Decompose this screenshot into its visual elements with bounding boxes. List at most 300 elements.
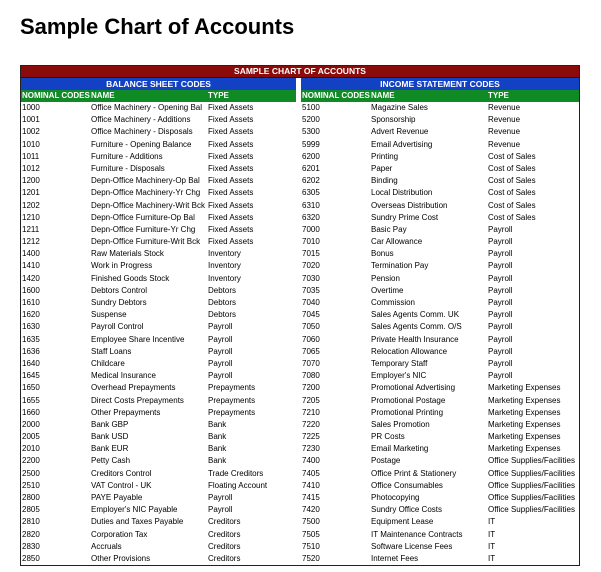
account-type-cell: Fixed Assets <box>208 237 254 247</box>
table-row <box>21 151 296 163</box>
account-type-cell: IT <box>488 541 496 551</box>
account-name-cell: Duties and Taxes Payable <box>91 517 184 527</box>
account-type-cell: Payroll <box>208 334 233 344</box>
account-type-cell: Fixed Assets <box>208 151 254 161</box>
account-name-cell: Corporation Tax <box>91 529 148 539</box>
account-name-cell: Termination Pay <box>371 261 429 271</box>
column-header-name: NAME <box>371 91 395 100</box>
account-name-cell: Employer's NIC Payable <box>91 505 178 515</box>
nominal-code-cell: 1635 <box>22 334 40 344</box>
account-name-cell: Depn-Office Machinery-Yr Chg <box>91 188 201 198</box>
sample-chart-banner: SAMPLE CHART OF ACCOUNTS <box>21 66 579 78</box>
account-type-cell: Revenue <box>488 103 521 112</box>
account-type-cell: Fixed Assets <box>208 163 254 173</box>
table-row <box>301 504 579 516</box>
nominal-code-cell: 7020 <box>302 261 320 271</box>
account-name-cell: Temporary Staff <box>371 358 428 368</box>
table-row <box>301 175 579 187</box>
account-name-cell: Promotional Advertising <box>371 383 456 393</box>
table-row <box>21 541 296 553</box>
table-row <box>301 248 579 260</box>
account-type-cell: IT <box>488 529 496 539</box>
nominal-code-cell: 7500 <box>302 517 320 527</box>
account-type-cell: Cost of Sales <box>488 200 536 210</box>
account-type-cell: Trade Creditors <box>208 468 264 478</box>
account-name-cell: Depn-Office Machinery-Op Bal <box>91 176 200 186</box>
nominal-code-cell: 2800 <box>22 493 40 502</box>
nominal-code-cell: 2510 <box>22 480 40 490</box>
table-row <box>301 212 579 224</box>
income-statement-title: INCOME STATEMENT CODES <box>301 78 579 90</box>
table-row <box>21 175 296 187</box>
table-row <box>21 370 296 382</box>
table-row <box>301 541 579 553</box>
account-type-cell: Payroll <box>208 371 233 381</box>
account-name-cell: Sales Promotion <box>371 419 430 429</box>
nominal-code-cell: 1000 <box>22 103 40 112</box>
account-name-cell: Petty Cash <box>91 456 131 466</box>
nominal-code-cell: 1210 <box>22 212 40 222</box>
nominal-code-cell: 5200 <box>302 115 320 125</box>
table-row <box>301 516 579 528</box>
account-name-cell: Printing <box>371 151 399 161</box>
account-type-cell: Creditors <box>208 529 241 539</box>
account-type-cell: Creditors <box>208 541 241 551</box>
account-type-cell: Creditors <box>208 553 241 563</box>
account-type-cell: Office Supplies/Facilities <box>488 468 575 478</box>
nominal-code-cell: 2810 <box>22 517 40 527</box>
account-name-cell: Sponsorship <box>371 115 416 125</box>
nominal-code-cell: 1200 <box>22 176 40 186</box>
nominal-code-cell: 1010 <box>22 139 40 149</box>
nominal-code-cell: 6305 <box>302 188 320 198</box>
table-row <box>21 309 296 321</box>
account-name-cell: Direct Costs Prepayments <box>91 395 184 405</box>
account-type-cell: Debtors <box>208 285 237 295</box>
account-name-cell: Office Machinery - Opening Bal <box>91 103 203 112</box>
account-name-cell: Office Machinery - Disposals <box>91 127 193 137</box>
account-type-cell: Prepayments <box>208 395 256 405</box>
account-name-cell: Relocation Allowance <box>371 346 448 356</box>
nominal-code-cell: 7415 <box>302 493 320 502</box>
nominal-code-cell: 7420 <box>302 505 320 515</box>
account-type-cell: Inventory <box>208 273 241 283</box>
nominal-code-cell: 1212 <box>22 237 40 247</box>
account-type-cell: Payroll <box>208 505 233 515</box>
account-type-cell: Fixed Assets <box>208 115 254 125</box>
column-header-name: NAME <box>91 91 115 100</box>
nominal-code-cell: 5999 <box>302 139 320 149</box>
account-name-cell: Sales Agents Comm. UK <box>371 310 460 320</box>
balance-sheet-table <box>21 78 296 565</box>
nominal-code-cell: 1640 <box>22 358 40 368</box>
account-name-cell: Employee Share Incentive <box>91 334 185 344</box>
table-row <box>301 443 579 455</box>
table-row <box>301 126 579 138</box>
account-name-cell: Depn-Office Furniture-Yr Chg <box>91 224 196 234</box>
nominal-code-cell: 1630 <box>22 322 40 332</box>
account-type-cell: Fixed Assets <box>208 139 254 149</box>
account-type-cell: Bank <box>208 444 227 454</box>
account-name-cell: Furniture - Additions <box>91 151 163 161</box>
account-type-cell: Inventory <box>208 249 241 259</box>
nominal-code-cell: 1012 <box>22 163 40 173</box>
account-type-cell: Payroll <box>488 261 513 271</box>
account-name-cell: Bank GBP <box>91 419 129 429</box>
account-name-cell: Overseas Distribution <box>371 200 448 210</box>
nominal-code-cell: 2000 <box>22 419 40 429</box>
table-row <box>21 224 296 236</box>
table-row <box>21 334 296 346</box>
account-type-cell: Prepayments <box>208 407 256 417</box>
account-type-cell: Fixed Assets <box>208 212 254 222</box>
account-name-cell: Furniture - Opening Balance <box>91 139 192 149</box>
account-name-cell: Creditors Control <box>91 468 152 478</box>
account-type-cell: Cost of Sales <box>488 188 536 198</box>
account-type-cell: Payroll <box>488 371 513 381</box>
table-row <box>301 285 579 297</box>
table-row <box>21 212 296 224</box>
account-type-cell: Payroll <box>208 346 233 356</box>
nominal-code-cell: 2200 <box>22 456 40 466</box>
column-header-type: TYPE <box>208 91 229 100</box>
balance-sheet-column-headers <box>21 90 296 102</box>
table-row <box>301 309 579 321</box>
table-row <box>21 102 296 114</box>
account-name-cell: Sundry Office Costs <box>371 505 442 515</box>
column-header-nominal-codes: NOMINAL CODES <box>302 91 370 100</box>
table-row <box>301 529 579 541</box>
nominal-code-cell: 7035 <box>302 285 320 295</box>
nominal-code-cell: 7200 <box>302 383 320 393</box>
account-name-cell: Finished Goods Stock <box>91 273 170 283</box>
account-name-cell: Photocopying <box>371 493 420 502</box>
table-row <box>301 468 579 480</box>
table-row <box>301 395 579 407</box>
table-row <box>301 553 579 565</box>
account-name-cell: Overhead Prepayments <box>91 383 176 393</box>
account-type-cell: Fixed Assets <box>208 224 254 234</box>
nominal-code-cell: 1201 <box>22 188 40 198</box>
nominal-code-cell: 6202 <box>302 176 320 186</box>
nominal-code-cell: 5300 <box>302 127 320 137</box>
table-row <box>21 114 296 126</box>
table-row <box>21 273 296 285</box>
table-row <box>301 163 579 175</box>
nominal-code-cell: 7230 <box>302 444 320 454</box>
table-row <box>301 114 579 126</box>
account-name-cell: Internet Fees <box>371 553 419 563</box>
account-name-cell: Private Health Insurance <box>371 334 459 344</box>
account-type-cell: Bank <box>208 432 227 442</box>
nominal-code-cell: 7080 <box>302 371 320 381</box>
account-name-cell: Suspense <box>91 310 127 320</box>
nominal-code-cell: 1011 <box>22 151 40 161</box>
account-type-cell: Revenue <box>488 115 521 125</box>
table-row <box>21 516 296 528</box>
table-row <box>21 260 296 272</box>
nominal-code-cell: 1211 <box>22 224 40 234</box>
account-name-cell: Car Allowance <box>371 237 423 247</box>
table-row <box>21 504 296 516</box>
nominal-code-cell: 7015 <box>302 249 320 259</box>
account-name-cell: Promotional Printing <box>371 407 444 417</box>
table-row <box>21 236 296 248</box>
account-type-cell: Office Supplies/Facilities <box>488 480 575 490</box>
table-row <box>21 248 296 260</box>
nominal-code-cell: 7060 <box>302 334 320 344</box>
nominal-code-cell: 7400 <box>302 456 320 466</box>
chart-of-accounts-sheet <box>20 65 580 566</box>
account-type-cell: Cost of Sales <box>488 151 536 161</box>
nominal-code-cell: 7050 <box>302 322 320 332</box>
nominal-code-cell: 2850 <box>22 553 40 563</box>
table-row <box>21 297 296 309</box>
table-row <box>21 163 296 175</box>
account-name-cell: Commission <box>371 298 416 307</box>
table-row <box>21 187 296 199</box>
account-name-cell: Furniture - Disposals <box>91 163 165 173</box>
page-title: Sample Chart of Accounts <box>20 14 295 39</box>
account-type-cell: Marketing Expenses <box>488 395 561 405</box>
nominal-code-cell: 2830 <box>22 541 40 551</box>
account-name-cell: Email Marketing <box>371 444 429 454</box>
account-name-cell: Sundry Prime Cost <box>371 212 439 222</box>
nominal-code-cell: 7410 <box>302 480 320 490</box>
table-row <box>301 102 579 114</box>
account-type-cell: Payroll <box>488 346 513 356</box>
account-name-cell: Office Machinery - Additions <box>91 115 191 125</box>
table-row <box>21 346 296 358</box>
nominal-code-cell: 6310 <box>302 200 320 210</box>
table-row <box>301 187 579 199</box>
nominal-code-cell: 7040 <box>302 298 320 307</box>
account-name-cell: PAYE Payable <box>91 493 143 502</box>
income-statement-column-headers <box>301 90 579 102</box>
account-type-cell: Payroll <box>488 358 513 368</box>
nominal-code-cell: 1410 <box>22 261 40 271</box>
table-row <box>21 200 296 212</box>
account-type-cell: Payroll <box>488 334 513 344</box>
table-row <box>21 455 296 467</box>
account-type-cell: Office Supplies/Facilities <box>488 505 575 515</box>
column-header-type: TYPE <box>488 91 509 100</box>
nominal-code-cell: 1420 <box>22 273 40 283</box>
account-type-cell: Payroll <box>488 322 513 332</box>
nominal-code-cell: 1650 <box>22 383 40 393</box>
account-type-cell: Prepayments <box>208 383 256 393</box>
table-row <box>301 407 579 419</box>
nominal-code-cell: 6201 <box>302 163 320 173</box>
table-row <box>301 297 579 309</box>
account-name-cell: Sales Agents Comm. O/S <box>371 322 462 332</box>
account-name-cell: Work in Progress <box>91 261 153 271</box>
table-row <box>21 431 296 443</box>
nominal-code-cell: 1660 <box>22 407 40 417</box>
nominal-code-cell: 7070 <box>302 358 320 368</box>
account-type-cell: IT <box>488 517 496 527</box>
table-row <box>21 480 296 492</box>
account-name-cell: Email Advertising <box>371 139 433 149</box>
table-row <box>21 126 296 138</box>
nominal-code-cell: 6320 <box>302 212 320 222</box>
account-type-cell: Fixed Assets <box>208 127 254 137</box>
table-row <box>21 395 296 407</box>
income-statement-table <box>301 78 579 565</box>
nominal-code-cell: 7510 <box>302 541 320 551</box>
table-row <box>301 273 579 285</box>
account-name-cell: Depn-Office Machinery-Writ Bck <box>91 200 205 210</box>
nominal-code-cell: 7000 <box>302 224 320 234</box>
account-name-cell: PR Costs <box>371 432 405 442</box>
account-name-cell: Depn-Office Furniture-Op Bal <box>91 212 195 222</box>
account-name-cell: Debtors Control <box>91 285 148 295</box>
table-row <box>301 236 579 248</box>
account-type-cell: Payroll <box>488 249 513 259</box>
nominal-code-cell: 7225 <box>302 432 320 442</box>
table-row <box>21 443 296 455</box>
account-name-cell: Binding <box>371 176 398 186</box>
nominal-code-cell: 2010 <box>22 444 40 454</box>
account-type-cell: Cost of Sales <box>488 212 536 222</box>
table-row <box>21 358 296 370</box>
account-name-cell: Paper <box>371 163 393 173</box>
account-name-cell: Employer's NIC <box>371 371 427 381</box>
nominal-code-cell: 7405 <box>302 468 320 478</box>
nominal-code-cell: 7210 <box>302 407 320 417</box>
account-name-cell: Staff Loans <box>91 346 132 356</box>
account-name-cell: Software License Fees <box>371 541 453 551</box>
account-name-cell: Childcare <box>91 358 125 368</box>
account-type-cell: Payroll <box>208 358 233 368</box>
account-name-cell: Promotional Postage <box>371 395 446 405</box>
account-type-cell: Payroll <box>488 285 513 295</box>
nominal-code-cell: 1001 <box>22 115 40 125</box>
table-row <box>301 358 579 370</box>
account-name-cell: Depn-Office Furniture-Writ Bck <box>91 237 201 247</box>
nominal-code-cell: 1002 <box>22 127 40 137</box>
table-row <box>301 200 579 212</box>
nominal-code-cell: 7505 <box>302 529 320 539</box>
table-row <box>301 382 579 394</box>
nominal-code-cell: 7520 <box>302 553 320 563</box>
account-name-cell: Local Distribution <box>371 188 433 198</box>
account-name-cell: Medical Insurance <box>91 371 156 381</box>
account-type-cell: Cost of Sales <box>488 176 536 186</box>
account-type-cell: Office Supplies/Facilities <box>488 456 575 466</box>
account-type-cell: Marketing Expenses <box>488 407 561 417</box>
account-type-cell: Fixed Assets <box>208 188 254 198</box>
table-row <box>301 431 579 443</box>
account-type-cell: Revenue <box>488 139 521 149</box>
income-statement-rows <box>301 102 579 565</box>
account-type-cell: Payroll <box>488 298 513 307</box>
account-type-cell: Revenue <box>488 127 521 137</box>
account-name-cell: Raw Materials Stock <box>91 249 164 259</box>
account-name-cell: Equipment Lease <box>371 517 434 527</box>
nominal-code-cell: 2805 <box>22 505 40 515</box>
account-type-cell: Payroll <box>488 310 513 320</box>
account-name-cell: Magazine Sales <box>371 103 428 112</box>
table-row <box>21 419 296 431</box>
account-name-cell: Accruals <box>91 541 122 551</box>
nominal-code-cell: 7045 <box>302 310 320 320</box>
table-row <box>21 492 296 504</box>
table-row <box>301 260 579 272</box>
account-name-cell: VAT Control - UK <box>91 480 152 490</box>
nominal-code-cell: 1610 <box>22 298 40 307</box>
table-row <box>301 151 579 163</box>
account-type-cell: Marketing Expenses <box>488 419 561 429</box>
account-name-cell: Payroll Control <box>91 322 144 332</box>
table-row <box>301 455 579 467</box>
account-type-cell: Payroll <box>208 322 233 332</box>
nominal-code-cell: 1400 <box>22 249 40 259</box>
account-name-cell: Basic Pay <box>371 224 407 234</box>
account-type-cell: Office Supplies/Facilities <box>488 493 575 502</box>
table-row <box>21 285 296 297</box>
nominal-code-cell: 5100 <box>302 103 320 112</box>
account-type-cell: Marketing Expenses <box>488 383 561 393</box>
account-type-cell: Marketing Expenses <box>488 444 561 454</box>
nominal-code-cell: 7065 <box>302 346 320 356</box>
table-row <box>301 370 579 382</box>
account-type-cell: Debtors <box>208 298 237 307</box>
account-type-cell: Debtors <box>208 310 237 320</box>
table-row <box>21 468 296 480</box>
table-row <box>301 334 579 346</box>
account-name-cell: Bank EUR <box>91 444 129 454</box>
account-type-cell: Fixed Assets <box>208 200 254 210</box>
nominal-code-cell: 1636 <box>22 346 40 356</box>
table-row <box>21 321 296 333</box>
balance-sheet-title: BALANCE SHEET CODES <box>21 78 296 90</box>
account-type-cell: Fixed Assets <box>208 176 254 186</box>
nominal-code-cell: 1600 <box>22 285 40 295</box>
nominal-code-cell: 1655 <box>22 395 40 405</box>
table-row <box>301 139 579 151</box>
table-row <box>21 407 296 419</box>
account-name-cell: Office Print & Stationery <box>371 468 457 478</box>
account-name-cell: Office Consumables <box>371 480 443 490</box>
table-row <box>301 492 579 504</box>
account-name-cell: Sundry Debtors <box>91 298 147 307</box>
account-name-cell: Other Provisions <box>91 553 151 563</box>
account-name-cell: Postage <box>371 456 401 466</box>
balance-sheet-rows <box>21 102 296 565</box>
table-row <box>21 382 296 394</box>
nominal-code-cell: 2500 <box>22 468 40 478</box>
table-row <box>21 529 296 541</box>
table-row <box>301 224 579 236</box>
table-row <box>301 321 579 333</box>
account-name-cell: Overtime <box>371 285 404 295</box>
nominal-code-cell: 2820 <box>22 529 40 539</box>
account-type-cell: Payroll <box>488 273 513 283</box>
table-row <box>21 553 296 565</box>
table-row <box>301 480 579 492</box>
account-type-cell: IT <box>488 553 496 563</box>
account-type-cell: Marketing Expenses <box>488 432 561 442</box>
account-type-cell: Bank <box>208 419 227 429</box>
account-type-cell: Inventory <box>208 261 241 271</box>
nominal-code-cell: 7205 <box>302 395 320 405</box>
account-name-cell: Pension <box>371 273 400 283</box>
nominal-code-cell: 6200 <box>302 151 320 161</box>
account-type-cell: Payroll <box>208 493 233 502</box>
account-type-cell: Cost of Sales <box>488 163 536 173</box>
table-row <box>301 419 579 431</box>
